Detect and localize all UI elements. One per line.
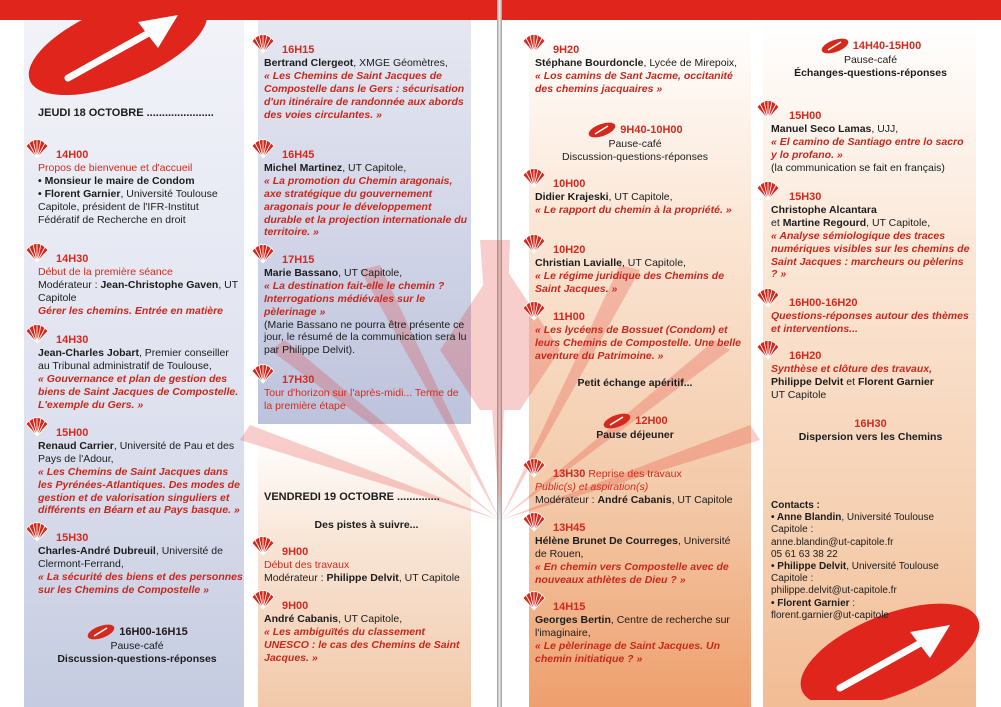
talk-title: « En chemin vers Compostelle avec de nouveaux athlètes de Dieu ? » [535,561,729,586]
pause-subtitle: Discussion-questions-réponses [57,652,217,665]
session-jobart [38,334,243,411]
pause-label: Pause-café [110,640,164,652]
session-time: 16H45 [282,149,315,161]
arrow-oval-top-left-icon [18,0,218,95]
session-dubreuil [38,532,243,597]
session-lyceens [535,311,745,363]
session-wrapup [264,374,469,413]
session-title: Reprise des travaux [585,468,682,480]
speaker-name: Florent Garnier [857,376,934,389]
speaker-name: Charles-André Dubreuil [38,545,156,558]
session-bourdoncle [535,44,745,96]
session-time: 11H00 [553,311,585,323]
final-label: Dispersion vers les Chemins [798,431,943,444]
speaker-affiliation: , Centre de recherche sur l'imaginaire, [535,614,730,640]
speaker-affiliation: , UT Capitole, [608,191,673,204]
speaker-name: • Monsieur le maire de Condom [38,175,195,188]
talk-title: Questions-réponses autour des thèmes et interventions... [771,310,969,336]
talk-title: « Les Chemins de Saint Jacques de Compostelle dans le Gers : sécurisation d'un itinéraire de randonnée aux abords des voies circulantes. » [264,70,465,121]
speaker-affiliation: , UT Capitole, [621,257,686,270]
talk-title: « Le régime juridique des Chemins de Saint Jacques. » [535,270,725,295]
session-time: 14H30 [56,334,89,346]
session-time: 10H00 [553,178,586,190]
session-note: (la communication se fait en français) [771,161,945,174]
pause-label: Pause-café [843,54,898,66]
session-time: 14H30 [56,253,89,265]
talk-title: « Gouvernance et plan de gestion des biens de Saint Jacques de Compostelle. L'exemple du Gers. » [38,373,239,411]
final-dispersion [773,418,968,444]
session-title: Tour d'horizon sur l'après-midi... Terme de la première étape [264,387,459,413]
session-krajeski [535,178,745,217]
pause-time: 9H40-10H00 [620,123,683,136]
page-fold [497,0,502,707]
session-reprise [535,468,745,507]
moderator-affiliation: , UT Capitole [38,279,238,304]
contact-name: • Philippe Delvit [771,560,847,572]
speaker-name: Bertrand Clergeot [264,57,354,70]
speaker-name: Michel Martinez [264,162,343,175]
session-cabanis [264,600,469,665]
speaker-name: Philippe Delvit [771,376,844,389]
session-time: 13H45 [553,522,586,534]
pause-coffee-1 [42,624,232,666]
session-time: 9H00 [282,600,309,612]
talk-title: « Le rapport du chemin à la propriété. » [535,204,732,217]
contact-email[interactable]: anne.blandin@ut-capitole.fr [771,536,894,548]
session-theme: Public(s) et aspiration(s) [535,481,649,494]
speaker-affiliation: , UT Capitole, [338,613,403,626]
session-time: 15H30 [789,191,822,203]
speaker-affiliation: , UJJ, [871,123,899,136]
session-title: Début de la première séance [38,266,173,279]
contact-name: • Anne Blandin [771,512,842,524]
contacts-heading: Contacts : [771,500,820,511]
session-time: 15H00 [56,427,89,439]
pause-label: Pause déjeuner [596,429,674,441]
speaker-name: Christophe Alcantara [771,204,877,217]
session-time: 17H15 [282,254,315,266]
contact-affiliation: , Université Toulouse Capitole : [771,560,939,585]
speaker-affiliation: , UT Capitole, [866,217,931,230]
session-time: 14H00 [56,149,89,161]
moderator-affiliation: , UT Capitole [398,572,460,585]
session-alcantara [771,191,971,281]
session-carrier [38,427,243,517]
contact-affiliation: , Université Toulouse Capitole : [771,512,935,536]
moderator-name: André Cabanis [597,494,672,507]
session-clergeot [264,44,469,121]
session-brunet [535,522,745,587]
session-title: Propos de bienvenue et d'accueil [38,162,193,175]
speaker-affiliation: , UT Capitole, [338,267,403,280]
talk-title: « La destination fait-elle le chemin ? Interrogations médiévales sur le pèlerinage » [264,280,445,318]
session-welcome [38,149,243,226]
session-time: 9H00 [282,546,309,558]
speaker-name: Christian Lavialle [535,257,622,270]
day-heading-friday: VENDREDI 19 OCTOBRE .............. [264,491,440,503]
talk-title: « Les ambiguïtés du classement UNESCO : le cas des Chemins de Saint Jacques. » [264,626,460,664]
pause-time: 12H00 [635,414,668,427]
talk-title: « Les lycéens de Bossuet (Condom) et leurs Chemins de Compostelle. Une belle aventure du Patrimoine. » [535,324,741,362]
speaker-name: Martine Regourd [782,217,867,230]
moderator-label: Modérateur : [38,279,101,292]
speaker-affiliation: , XMGE Géomètres, [353,57,448,70]
speaker-affiliation: , UT Capitole, [342,162,407,175]
session-closing [771,350,971,402]
conjunction: et [771,217,783,230]
session-time: 13H30 [553,468,586,480]
moderator-name: Jean-Christophe Gaven [100,279,219,292]
moderator-label: Modérateur : [535,494,598,507]
speaker-name: Stéphane Bourdoncle [535,57,644,70]
moderator-affiliation: , UT Capitole [671,494,733,507]
session-bertin [535,601,745,666]
session-time: 15H00 [789,110,822,122]
moderator-label: Modérateur : [264,572,327,585]
session-time: 16H15 [282,44,315,56]
session-bassano [264,254,469,357]
speaker-name: Hélène Brunet De Courreges [535,535,678,548]
talk-title: « El camino de Santiago entre lo sacro y lo profano. » [771,136,964,161]
contacts-block [771,500,971,622]
speaker-name: Manuel Seco Lamas [771,123,872,136]
moderator-name: Philippe Delvit [326,572,399,585]
talk-title: « Los camins de Sant Jacme, occitanité des chemins jacquaires » [535,70,733,95]
day-intro: Des pistes à suivre... [314,519,419,531]
session-time: 16H00-16H20 [789,297,858,309]
speaker-name: Renaud Carrier [38,440,114,453]
pause-lunch [540,413,730,442]
arrow-oval-icon [602,413,632,429]
session-seco [771,110,971,175]
talk-title: « La promotion du Chemin aragonais, axe stratégique du gouvernement aragonais pour le développement durable et la projection internationale du territoire. » [264,175,468,239]
session-time: 10H20 [553,244,586,256]
speaker-affiliation: , Université de Rouen, [535,535,731,561]
session-questions [771,297,971,336]
talk-title: Gérer les chemins. Entrée en matière [38,304,224,317]
contact-name: • Florent Garnier [771,597,850,609]
session-note: (Marie Bassano ne pourra être présente ce jour, le résumé de la communication sera lu par Philippe Delvit). [264,318,467,357]
speaker-name: Georges Bertin [535,614,611,627]
contact-email[interactable]: florent.garnier@ut-capitole [771,609,889,621]
pause-time: 14H40-15H00 [852,39,922,52]
contact-email[interactable]: philippe.delvit@ut-capitole.fr [771,585,897,597]
speaker-affiliation: , Premier conseiller au Tribunal administratif de Toulouse, [38,347,229,373]
talk-title: Synthèse et clôture des travaux, [771,363,933,376]
contact-affiliation: : [849,597,856,609]
speaker-name: Marie Bassano [264,267,339,280]
speaker-name: Didier Krajeski [535,191,609,204]
speaker-affiliation: , Université Toulouse Capitole, président de l'IFR-Institut Fédératif de Recherche en droit [38,188,218,226]
pause-label: Pause-café [608,138,662,150]
arrow-oval-icon [587,122,617,138]
session-title: Début des travaux [264,559,350,572]
pause-coffee-2 [540,122,730,164]
session-martinez [264,149,469,239]
session-time: 17H30 [282,374,315,386]
speaker-affiliation: UT Capitole [771,389,827,401]
final-time: 16H30 [854,418,887,430]
talk-title: « Les Chemins de Saint Jacques dans les Pyrénées-Atlantiques. Des modes de gestion et de valorisation singuliers et différents en Béarn et au Pays basque. » [38,466,240,517]
contact-phone: 05 61 63 38 22 [771,548,838,560]
session-first [38,253,243,318]
pause-time: 16H00-16H15 [119,625,188,638]
arrow-oval-icon [820,38,850,54]
session-friday-start [264,546,469,585]
speaker-affiliation: , Université de Clermont-Ferrand, [38,545,223,571]
pause-subtitle: Discussion-questions-réponses [562,150,708,163]
aperitif-note: Petit échange apéritif... [577,377,693,389]
speaker-name: • Florent Garnier [38,188,121,200]
arrow-oval-icon [86,624,116,640]
session-time: 14H15 [553,601,586,613]
talk-title: « La sécurité des biens et des personnes sur les Chemins de Compostelle » [38,571,243,596]
pause-subtitle: Échanges-questions-réponses [794,66,947,79]
conjunction: et [843,376,858,389]
speaker-name: André Cabanis [264,613,339,626]
pause-coffee-3 [773,38,968,80]
speaker-affiliation: , Lycée de Mirepoix, [643,57,738,70]
day-heading-thursday: JEUDI 18 OCTOBRE ...................... [38,107,214,119]
speaker-affiliation: , Université de Pau et des Pays de l'Adour, [38,440,235,466]
session-time: 15H30 [56,532,89,544]
session-lavialle [535,244,745,296]
session-time: 9H20 [553,44,580,56]
talk-title: « Le pèlerinage de Saint Jacques. Un chemin initiatique ? » [535,640,720,665]
talk-title: « Analyse sémiologique des traces numériques visibles sur les chemins de Saint Jacques : marcheurs ou pèlerins ? » [771,230,970,281]
session-time: 16H20 [789,350,822,362]
speaker-name: Jean-Charles Jobart [38,347,139,360]
